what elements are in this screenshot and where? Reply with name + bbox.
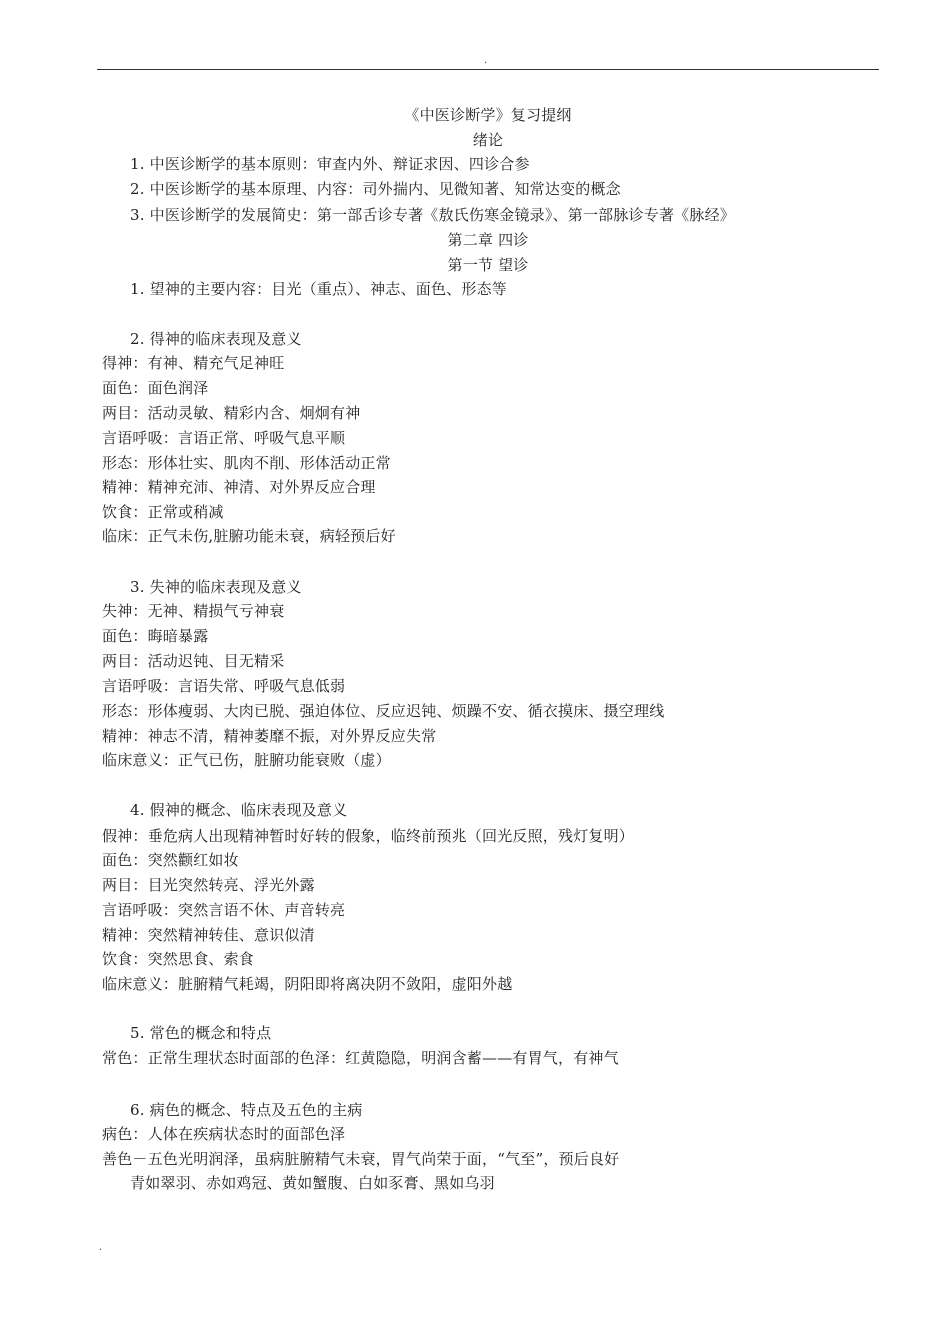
item-1: 1. 望神的主要内容：目光（重点）、神志、面色、形态等 — [130, 280, 507, 298]
item-4-line: 精神：突然精神转佳、意识似清 — [102, 926, 315, 944]
item-6-line: 善色－五色光明润泽，虽病脏腑精气未衰，胃气尚荣于面，“气至”，预后良好 — [102, 1150, 620, 1168]
document-title: 《中医诊断学》复习提纲 — [404, 106, 572, 124]
item-3-line: 形态：形体瘦弱、大肉已脱、强迫体位、反应迟钝、烦躁不安、循衣摸床、摄空理线 — [102, 702, 665, 720]
item-2-line: 临床：正气未伤,脏腑功能未衰，病轻预后好 — [102, 527, 396, 545]
header-mark: . — [484, 55, 488, 66]
footer-mark: . — [99, 1242, 103, 1253]
item-3-line: 两目：活动迟钝、目无精采 — [102, 652, 285, 670]
section-heading: 第一节 望诊 — [447, 256, 529, 274]
item-2-line: 言语呼吸：言语正常、呼吸气息平顺 — [102, 429, 346, 447]
item-3-heading: 3. 失神的临床表现及意义 — [130, 578, 302, 596]
item-4-line: 面色：突然颧红如妆 — [102, 851, 239, 869]
item-2-line: 精神：精神充沛、神清、对外界反应合理 — [102, 478, 376, 496]
item-3-line: 精神：神志不清，精神萎靡不振，对外界反应失常 — [102, 727, 437, 745]
chapter-heading: 第二章 四诊 — [447, 231, 529, 249]
item-6-line: 青如翠羽、赤如鸡冠、黄如蟹腹、白如豕膏、黑如乌羽 — [130, 1174, 495, 1192]
intro-heading: 绪论 — [472, 131, 504, 149]
header-rule — [97, 69, 879, 70]
intro-item-3: 3. 中医诊断学的发展简史：第一部舌诊专著《敖氏伤寒金镜录》、第一部脉诊专著《脉经》 — [130, 206, 735, 224]
item-2-line: 两目：活动灵敏、精彩内含、炯炯有神 — [102, 404, 361, 422]
item-6-heading: 6. 病色的概念、特点及五色的主病 — [130, 1101, 363, 1119]
item-2-line: 面色：面色润泽 — [102, 379, 209, 397]
item-3-line: 面色：晦暗暴露 — [102, 627, 209, 645]
item-3-line: 临床意义：正气已伤，脏腑功能衰败（虚） — [102, 751, 391, 769]
item-5-heading: 5. 常色的概念和特点 — [130, 1024, 272, 1042]
item-2-line: 饮食：正常或稍减 — [102, 503, 224, 521]
item-2-line: 形态：形体壮实、肌肉不削、形体活动正常 — [102, 454, 391, 472]
item-4-line: 言语呼吸：突然言语不休、声音转亮 — [102, 901, 346, 919]
item-4-line: 假神：垂危病人出现精神暂时好转的假象，临终前预兆（回光反照，残灯复明） — [102, 827, 635, 845]
item-2-line: 得神：有神、精充气足神旺 — [102, 354, 285, 372]
item-4-line: 饮食：突然思食、索食 — [102, 950, 255, 968]
item-4-heading: 4. 假神的概念、临床表现及意义 — [130, 801, 348, 819]
item-3-line: 失神：无神、精损气亏神衰 — [102, 602, 285, 620]
item-2-heading: 2. 得神的临床表现及意义 — [130, 330, 302, 348]
item-4-line: 两目：目光突然转亮、浮光外露 — [102, 876, 315, 894]
item-6-line: 病色：人体在疾病状态时的面部色泽 — [102, 1125, 346, 1143]
item-4-line: 临床意义：脏腑精气耗竭，阴阳即将离决阴不敛阳，虚阳外越 — [102, 975, 513, 993]
intro-item-2: 2. 中医诊断学的基本原理、内容：司外揣内、见微知著、知常达变的概念 — [130, 180, 621, 198]
intro-item-1: 1. 中医诊断学的基本原则：审查内外、辩证求因、四诊合参 — [130, 155, 530, 173]
item-5-line: 常色：正常生理状态时面部的色泽：红黄隐隐，明润含蓄——有胃气，有神气 — [102, 1049, 619, 1067]
item-3-line: 言语呼吸：言语失常、呼吸气息低弱 — [102, 677, 346, 695]
